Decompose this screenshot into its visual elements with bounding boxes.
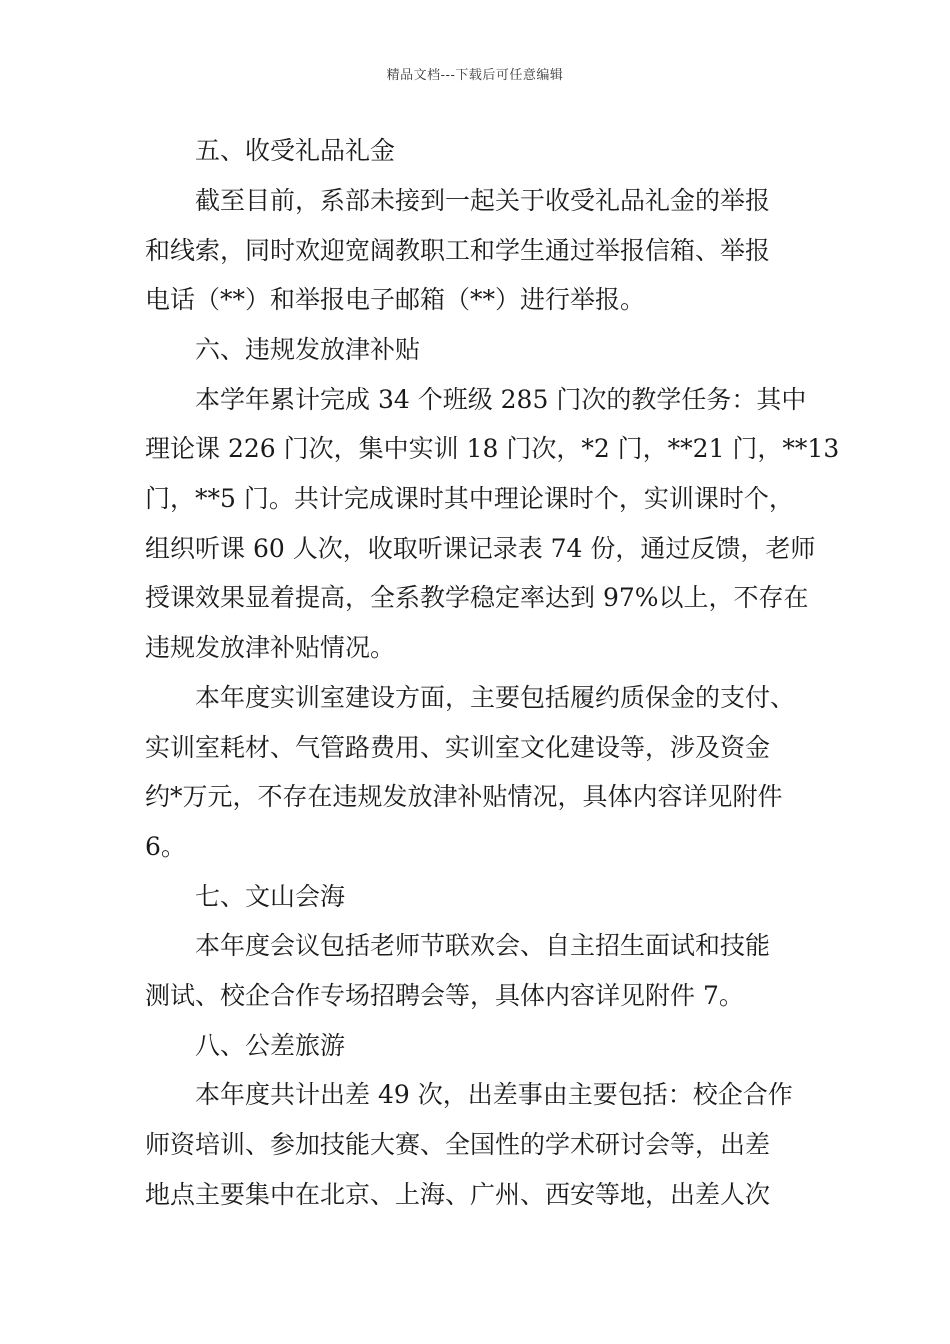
paragraph-line: 约*万元，不存在违规发放津补贴情况，具体内容详见附件 <box>145 782 783 811</box>
section-heading-travel: 八、公差旅游 <box>195 1031 346 1060</box>
paragraph-line: 地点主要集中在北京、上海、广州、西安等地，出差人次 <box>145 1180 771 1209</box>
paragraph-line: 门，**5 门。共计完成课时其中理论课时个，实训课时个， <box>145 484 794 513</box>
paragraph-line: 违规发放津补贴情况。 <box>145 633 396 662</box>
section-heading-gifts: 五、收受礼品礼金 <box>195 136 396 165</box>
section-heading-subsidies: 六、违规发放津补贴 <box>195 335 421 364</box>
paragraph-line: 理论课 226 门次，集中实训 18 门次，*2 门，**21 门，**13 <box>145 434 840 463</box>
paragraph-line: 截至目前，系部未接到一起关于收受礼品礼金的举报 <box>195 186 771 215</box>
paragraph-line: 组织听课 60 人次，收取听课记录表 74 份，通过反馈，老师 <box>145 534 816 563</box>
paragraph-line: 电话（**）和举报电子邮箱（**）进行举报。 <box>145 285 646 314</box>
paragraph-line: 本年度共计出差 49 次，出差事由主要包括：校企合作 <box>195 1080 793 1109</box>
paragraph-line: 授课效果显着提高，全系教学稳定率达到 97%以上，不存在 <box>145 583 809 612</box>
section-heading-meetings: 七、文山会海 <box>195 882 346 911</box>
paragraph-line: 实训室耗材、气管路费用、实训室文化建设等，涉及资金 <box>145 733 771 762</box>
paragraph-line: 师资培训、参加技能大赛、全国性的学术研讨会等，出差 <box>145 1130 771 1159</box>
paragraph-line: 测试、校企合作专场招聘会等，具体内容详见附件 7。 <box>145 981 744 1010</box>
paragraph-line: 和线索，同时欢迎宽阔教职工和学生通过举报信箱、举报 <box>145 236 771 265</box>
paragraph-line: 本年度实训室建设方面，主要包括履约质保金的支付、 <box>195 683 796 712</box>
paragraph-line: 本学年累计完成 34 个班级 285 门次的教学任务：其中 <box>195 385 807 414</box>
paragraph-line: 本年度会议包括老师节联欢会、自主招生面试和技能 <box>195 931 771 960</box>
paragraph-line: 6。 <box>145 832 186 861</box>
page-header: 精品文档---下载后可任意编辑 <box>386 68 564 83</box>
